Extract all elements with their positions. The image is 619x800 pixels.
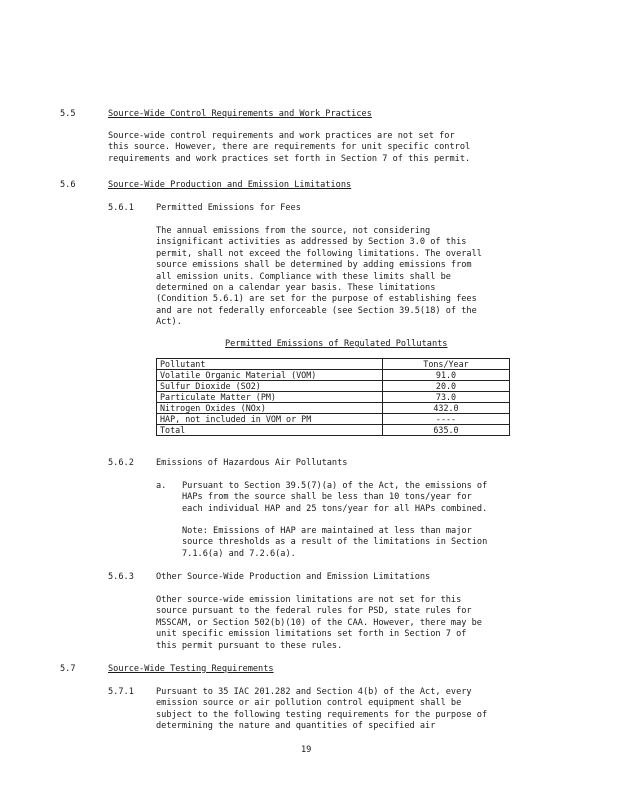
text-line: this permit pursuant to these rules. bbox=[156, 640, 343, 651]
section-5-5-title: Source-Wide Control Requirements and Work Practices bbox=[108, 109, 372, 119]
section-5-6-1-body bbox=[156, 226, 482, 329]
text-line: The annual emissions from the source, not considering bbox=[156, 226, 431, 236]
item-a-body bbox=[182, 481, 487, 515]
table-row bbox=[157, 392, 510, 403]
text-line: requirements and work practices set forth in Section 7 of this permit. bbox=[108, 153, 471, 164]
text-line: subject to the following testing requirements for the purpose of bbox=[156, 709, 488, 720]
text-line: 7.1.6(a) and 7.2.6(a). bbox=[182, 548, 296, 559]
item-a-label: a. bbox=[156, 481, 167, 491]
table-cell-pollutant: Particulate Matter (PM) bbox=[157, 392, 383, 403]
section-5-7-number: 5.7 bbox=[60, 664, 76, 674]
table-cell-pollutant: HAP, not included in VOM or PM bbox=[157, 414, 383, 425]
text-line: Pursuant to Section 39.5(7)(a) of the Act, the emissions of bbox=[182, 481, 488, 491]
text-line: emission source or air pollution control equipment shall be bbox=[156, 698, 462, 709]
section-5-6-title: Source-Wide Production and Emission Limitations bbox=[108, 180, 352, 190]
page-number: 19 bbox=[301, 745, 312, 755]
text-line: source thresholds as a result of the limitations in Section bbox=[182, 537, 488, 548]
table-header-pollutant: Pollutant bbox=[157, 359, 383, 370]
table-cell-tons: 635.0 bbox=[383, 425, 510, 436]
table-row bbox=[157, 414, 510, 425]
text-line: HAPs from the source shall be less than 10 tons/year for bbox=[182, 492, 472, 503]
text-line: Other source-wide emission limitations are not set for this bbox=[156, 595, 462, 605]
text-line: and are not federally enforceable (see Section 39.5(18) of the bbox=[156, 305, 477, 316]
table-cell-tons: 20.0 bbox=[383, 381, 510, 392]
section-5-6-2-title: Emissions of Hazardous Air Pollutants bbox=[156, 458, 348, 468]
section-5-6-3-number: 5.6.3 bbox=[108, 572, 134, 582]
text-line: (Condition 5.6.1) are set for the purpose of establishing fees bbox=[156, 294, 477, 305]
note-body bbox=[182, 526, 487, 560]
table-cell-tons: ---- bbox=[383, 414, 510, 425]
table-row bbox=[157, 403, 510, 414]
text-line: Pursuant to 35 IAC 201.282 and Section 4(b) of the Act, every bbox=[156, 687, 472, 697]
text-line: all emission units. Compliance with these limits shall be bbox=[156, 271, 451, 282]
section-5-5-number: 5.5 bbox=[60, 109, 76, 119]
table-header-tons: Tons/Year bbox=[383, 359, 510, 370]
section-5-6-1-number: 5.6.1 bbox=[108, 203, 134, 213]
section-5-7-title: Source-Wide Testing Requirements bbox=[108, 664, 274, 674]
text-line: source pursuant to the federal rules for PSD, state rules for bbox=[156, 606, 472, 617]
table-caption: Permitted Emissions of Regulated Pollutants bbox=[225, 339, 448, 349]
section-5-6-number: 5.6 bbox=[60, 180, 76, 190]
text-line: MSSCAM, or Section 502(b)(10) of the CAA. However, there may be bbox=[156, 617, 482, 628]
table-cell-pollutant: Volatile Organic Material (VOM) bbox=[157, 370, 383, 381]
table-cell-pollutant: Sulfur Dioxide (SO2) bbox=[157, 381, 383, 392]
text-line: Source-wide control requirements and work practices are not set for bbox=[108, 131, 455, 141]
section-5-7-1-body bbox=[156, 687, 487, 733]
text-line: this source. However, there are requirements for unit specific control bbox=[108, 142, 471, 153]
table-cell-tons: 432.0 bbox=[383, 403, 510, 414]
table-row-total bbox=[157, 425, 510, 436]
text-line: determined on a calendar year basis. These limitations bbox=[156, 283, 436, 294]
text-line: insignificant activities as addressed by Section 3.0 of this bbox=[156, 237, 467, 248]
section-5-6-2-number: 5.6.2 bbox=[108, 458, 134, 468]
table-cell-tons: 91.0 bbox=[383, 370, 510, 381]
table-row bbox=[157, 370, 510, 381]
section-5-5-body bbox=[108, 131, 470, 165]
text-line: Act). bbox=[156, 317, 182, 328]
text-line: Note: Emissions of HAP are maintained at less than major bbox=[182, 526, 472, 536]
text-line: permit, shall not exceed the following limitations. The overall bbox=[156, 248, 482, 259]
table-row bbox=[157, 381, 510, 392]
text-line: determining the nature and quantities of specified air bbox=[156, 721, 436, 732]
section-5-6-3-title: Other Source-Wide Production and Emission Limitations bbox=[156, 572, 431, 582]
text-line: unit specific emission limitations set forth in Section 7 of bbox=[156, 629, 467, 640]
table-cell-tons: 73.0 bbox=[383, 392, 510, 403]
emissions-table bbox=[156, 358, 510, 436]
table-cell-pollutant: Nitrogen Oxides (NOx) bbox=[157, 403, 383, 414]
text-line: source emissions shall be determined by adding emissions from bbox=[156, 260, 472, 271]
section-5-6-3-body bbox=[156, 595, 482, 652]
table-header-row bbox=[157, 359, 510, 370]
section-5-6-1-title: Permitted Emissions for Fees bbox=[156, 203, 301, 213]
text-line: each individual HAP and 25 tons/year for all HAPs combined. bbox=[182, 503, 488, 514]
section-5-7-1-number: 5.7.1 bbox=[108, 687, 134, 697]
table-cell-pollutant: Total bbox=[157, 425, 383, 436]
